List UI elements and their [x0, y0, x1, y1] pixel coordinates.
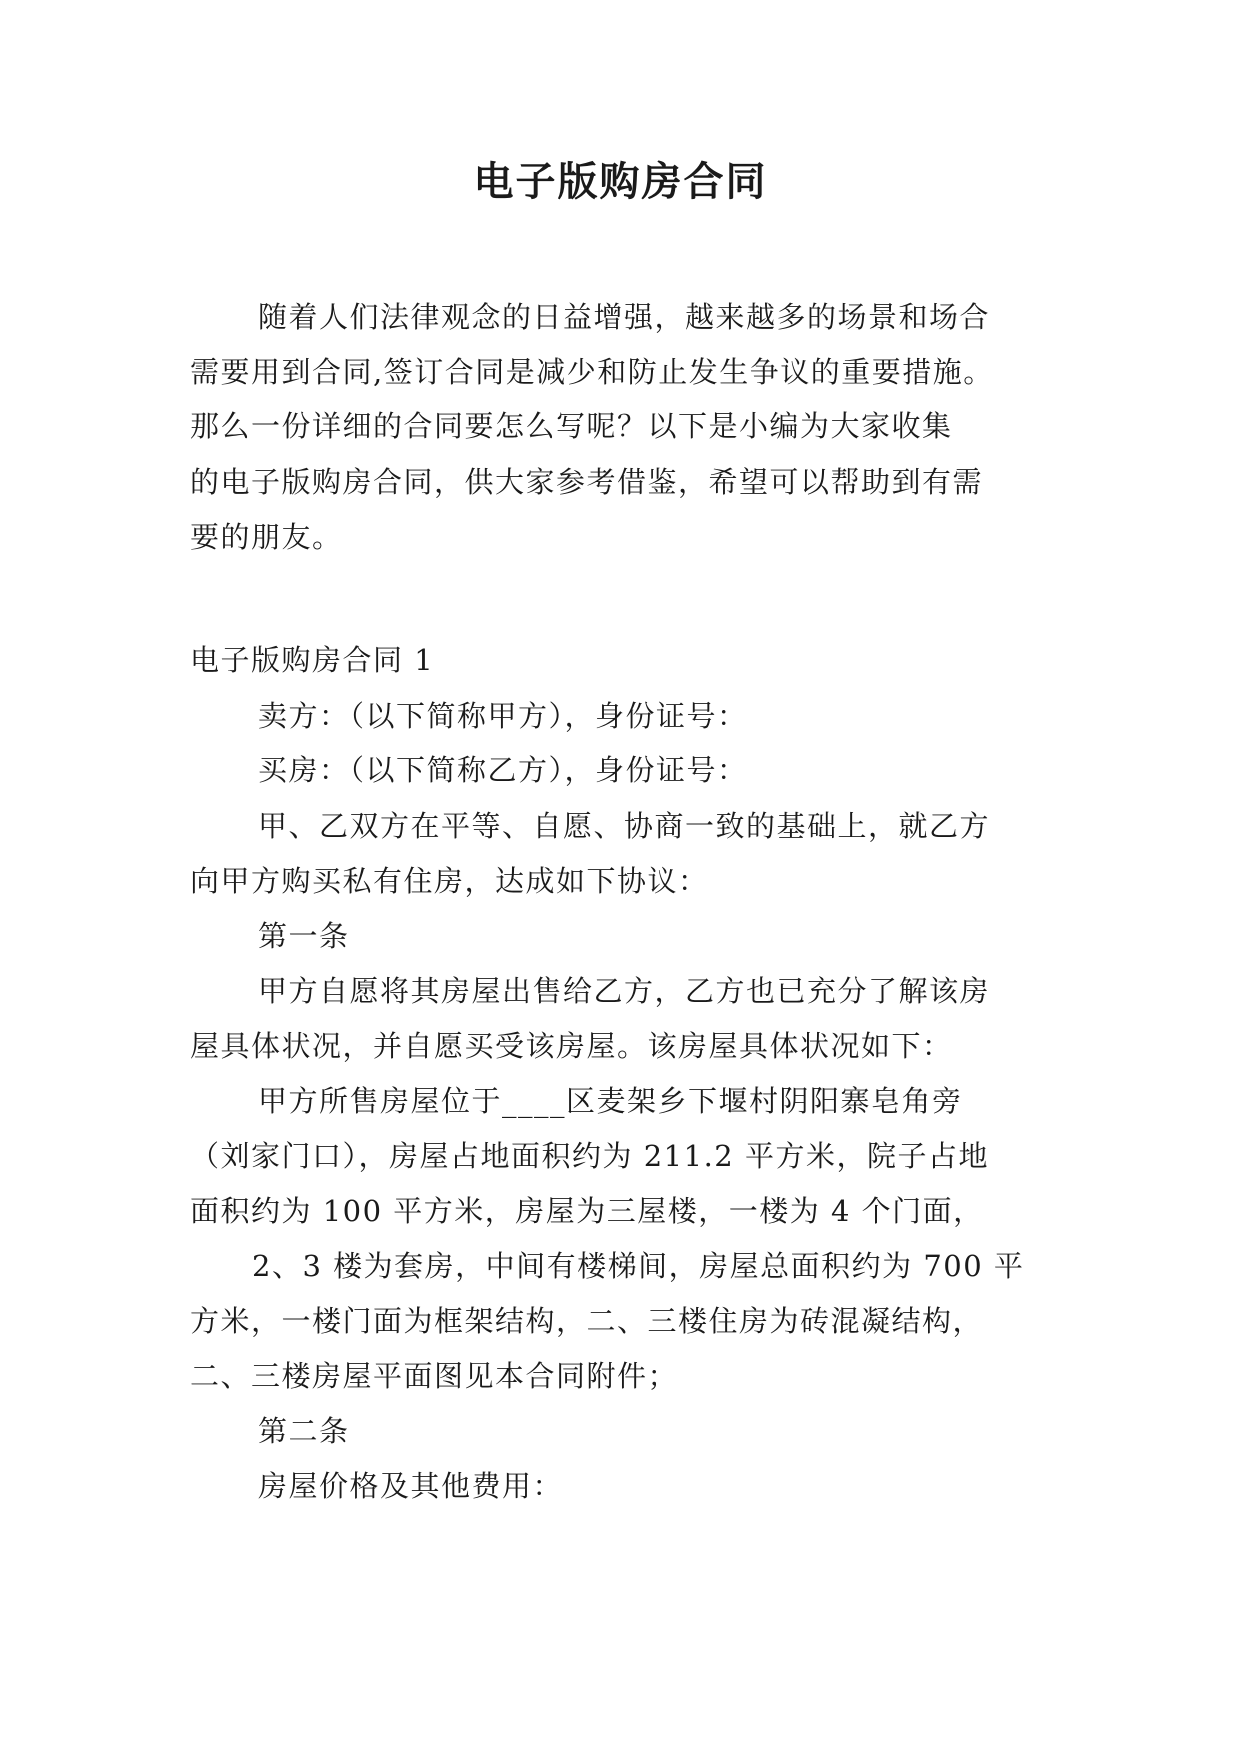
seller-line: 卖方：（以下简称甲方），身份证号： [258, 699, 748, 733]
intro-line-1: 随着人们法律观念的日益增强，越来越多的场景和场合 [258, 300, 991, 334]
intro-line-4: 的电子版购房合同，供大家参考借鉴，希望可以帮助到有需 [190, 465, 984, 499]
buyer-line: 买房：（以下简称乙方），身份证号： [258, 753, 748, 787]
article-1-line-2: 屋具体状况，并自愿买受该房屋。该房屋具体状况如下： [190, 1029, 953, 1063]
article-1-line-1: 甲方自愿将其房屋出售给乙方，乙方也已充分了解该房 [258, 974, 991, 1008]
property-line-6: 二、三楼房屋平面图见本合同附件； [190, 1359, 679, 1393]
property-line-1: 甲方所售房屋位于____区麦架乡下堰村阴阳寨皂角旁 [258, 1084, 963, 1118]
property-line-5: 方米，一楼门面为框架结构，二、三楼住房为砖混凝结构， [190, 1304, 984, 1338]
intro-line-5: 要的朋友。 [190, 520, 343, 554]
property-line-3: 面积约为 100 平方米，房屋为三屋楼，一楼为 4 个门面， [190, 1194, 984, 1228]
article-2-line-1: 房屋价格及其他费用： [258, 1469, 564, 1503]
intro-line-3: 那么一份详细的合同要怎么写呢？以下是小编为大家收集 [190, 409, 953, 443]
preamble-line-1: 甲、乙双方在平等、自愿、协商一致的基础上，就乙方 [258, 809, 991, 843]
document-title: 电子版购房合同 [473, 159, 768, 205]
article-2-heading: 第二条 [258, 1414, 350, 1448]
property-line-2: （刘家门口），房屋占地面积约为 211.2 平方米，院子占地 [190, 1139, 989, 1173]
property-line-4: 2、3 楼为套房，中间有楼梯间，房屋总面积约为 700 平 [252, 1249, 1025, 1283]
article-1-heading: 第一条 [258, 919, 350, 953]
section-heading: 电子版购房合同 1 [190, 643, 435, 677]
intro-line-2: 需要用到合同,签订合同是减少和防止发生争议的重要措施。 [190, 355, 994, 389]
preamble-line-2: 向甲方购买私有住房，达成如下协议： [190, 864, 709, 898]
